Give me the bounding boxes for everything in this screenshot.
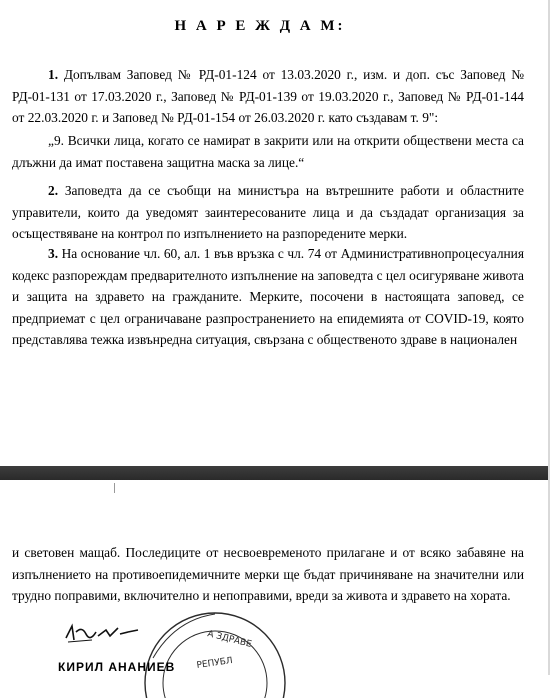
stamp-text-top: А ЗДРАВЕ <box>206 629 253 650</box>
item-3-number: 3. <box>48 246 59 261</box>
signer-name: КИРИЛ АНАНИЕВ <box>58 660 176 674</box>
continuation-paragraph: и световен мащаб. Последиците от несвоевременото прилагане и от всяко забавяне на изпълнението на противоепидемичните мерки ще бъдат причиняване на значителни или трудно поправими, включително и непоправими, вреди за живота и здравето на хората. <box>12 545 524 604</box>
item-1-quote: „9. Всички лица, когато се намират в закрити или на открити обществени места са длъжни да имат поставена защитна маска за лице.“ <box>12 133 524 170</box>
stamp-text-inner: РЕПУБЛ <box>196 656 234 671</box>
item-1-number: 1. <box>48 67 59 82</box>
item-2-paragraph <box>12 180 524 245</box>
item-2-text: Заповедта да се съобщи на министъра на вътрешните работи и областните управители, които да уведомят заинтересованите лица и да създадат организация за осъществяване на контрол по изпълнението на разпоредените мерки. <box>12 183 524 242</box>
order-heading: Н А Р Е Ж Д А М: <box>174 18 346 34</box>
item-1-paragraph <box>12 64 524 129</box>
item-3-text: На основание чл. 60, ал. 1 във връзка с чл. 74 от Административнопроцесуалния кодекс разпореждам предварителното изпълнение на заповедта с цел осигуряване живота и защита на здравето на гражданите. Мерките, посочени в настоящата заповед, се предприемат с цел ограничаване разпространението на епидемията от COVID-19, която представлява тежка извънредна ситуация, свързана с общественото здраве в национален <box>12 246 524 348</box>
item-1-text: Допълвам Заповед № РД-01-124 от 13.03.2020 г., изм. и доп. със Заповед № РД-01-131 от 17.03.2020 г., Заповед № РД-01-139 от 19.03.2020 г., Заповед № РД-01-144 от 22.03.2020 г. и Заповед № РД-01-154 от 26.03.2020 г. като създавам т. 9": <box>12 67 524 126</box>
page-tick-mark <box>114 483 115 493</box>
item-2-number: 2. <box>48 183 59 198</box>
item-3-paragraph <box>12 243 524 351</box>
official-stamp-icon <box>115 598 290 698</box>
page-break-divider <box>0 466 550 480</box>
